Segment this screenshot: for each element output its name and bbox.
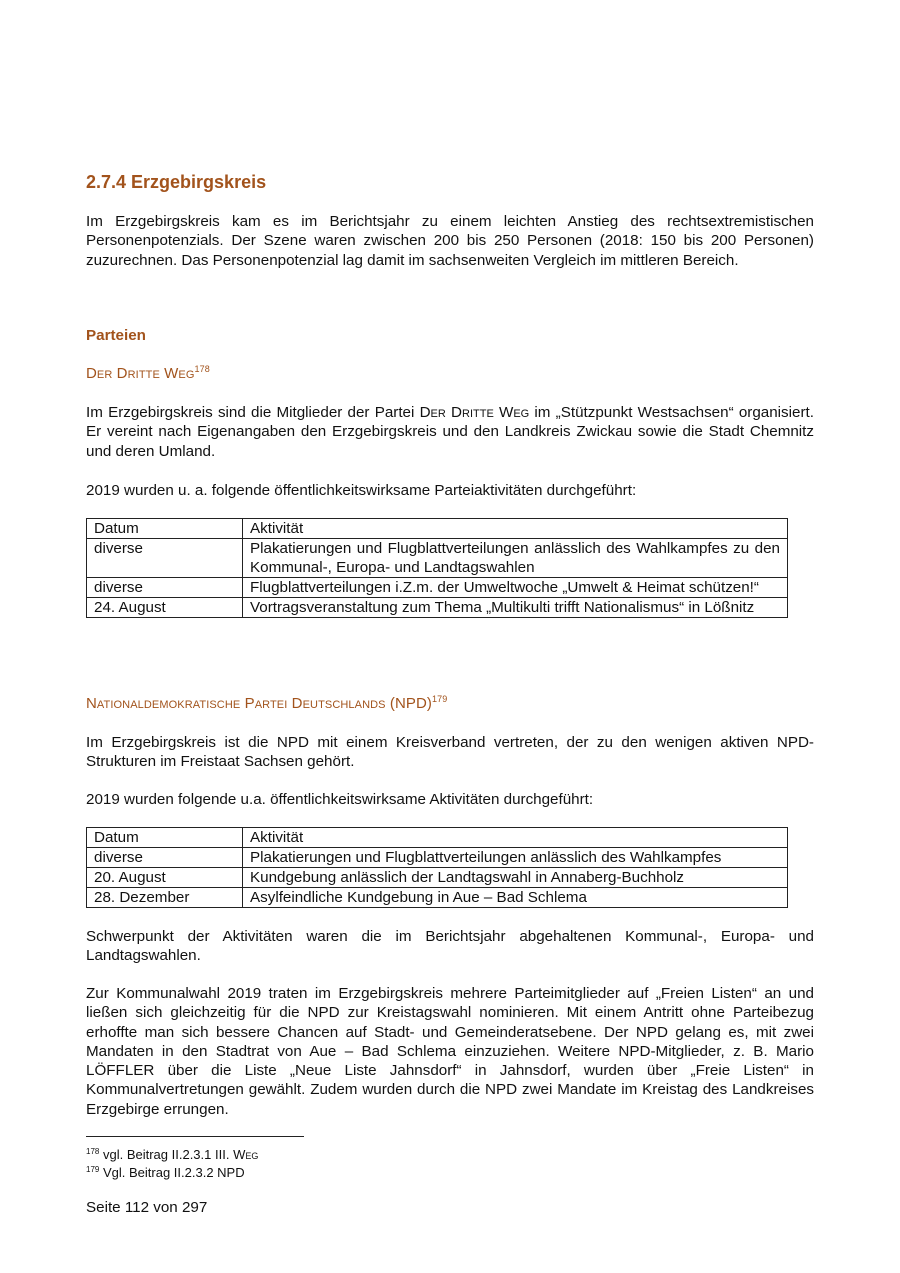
table-row (87, 888, 788, 908)
footnote-text-smallcaps: Weg (233, 1147, 259, 1162)
table-cell: Vortragsveranstaltung zum Thema „Multikulti trifft Nationalismus“ in Lößnitz (243, 598, 788, 618)
party1-paragraph1 (86, 403, 814, 461)
party1-paragraph2-block (86, 481, 814, 500)
table-row (87, 578, 788, 598)
table-cell: Asylfeindliche Kundgebung in Aue – Bad Schlema (243, 888, 788, 908)
party1-paragraph2: 2019 wurden u. a. folgende öffentlichkeitswirksame Parteiaktivitäten durchgeführt: (86, 482, 637, 499)
party1-para1-party: Der Dritte Weg (419, 404, 530, 421)
table-header-cell: Datum (87, 519, 243, 539)
table-header-row (87, 828, 788, 848)
table-cell: Plakatierungen und Flugblattverteilungen anlässlich des Wahlkampfes zu den Kommunal-, Europa- und Landtagswahlen (243, 539, 788, 578)
table-header-row (87, 519, 788, 539)
party1-name: Der Dritte Weg (86, 365, 195, 382)
table-cell: 24. August (87, 598, 243, 618)
intro-paragraph: Im Erzgebirgskreis kam es im Berichtsjahr zu einem leichten Anstieg des rechtsextremistischen Personenpotenzials. Der Szene waren zwischen 200 bis 250 Personen (2018: 150 bis 200 Personen) zuzurechnen. Das Personenpotenzial lag damit im sachsenweiten Vergleich im mittleren Bereich. (86, 213, 814, 269)
footnote-text: vgl. Beitrag II.2.3.1 III. (102, 1147, 234, 1162)
table-cell: Flugblattverteilungen i.Z.m. der Umweltwoche „Umwelt & Heimat schützen!“ (243, 578, 788, 598)
footnote-number: 178 (86, 1147, 100, 1156)
party2-activities-table (86, 827, 788, 908)
party2-heading (86, 694, 447, 712)
subheading-parteien: Parteien (86, 327, 146, 344)
party1-heading (86, 364, 210, 382)
party1-para1-before: Im Erzgebirgskreis sind die Mitglieder der Partei (86, 404, 420, 421)
table-cell: diverse (87, 578, 243, 598)
table-row (87, 598, 788, 618)
party2-paragraph4: Zur Kommunalwahl 2019 traten im Erzgebirgskreis mehrere Parteimitglieder auf „Freien Listen“ an und ließen sich gleichzeitig für die NPD zur Kreistagswahl nominieren. Mit einem Antritt ohne Parteibezug erhoffte man sich bessere Chancen auf Stadt- und Gemeinderatsebene. Der NPD gelang es, mit zwei Mandaten in den Stadtrat von Aue – Bad Schlema einzuziehen. Weitere NPD-Mitglieder, z. B. Mario LÖFFLER über die Liste „Neue Liste Jahnsdorf“ in Jahnsdorf, wurden über „Freie Listen“ in Kommunalvertretungen gewählt. Zudem wurden durch die NPD zwei Mandate im Kreistag des Landkreises Erzgebirge errungen. (86, 985, 814, 1118)
table-header-cell: Aktivität (243, 828, 788, 848)
page-number: Seite 112 von 297 (86, 1199, 208, 1216)
party1-activities-table (86, 518, 788, 618)
party2-paragraph4-block (86, 984, 814, 1119)
party2-paragraph1-block (86, 733, 814, 772)
party2-paragraph3: Schwerpunkt der Aktivitäten waren die im Berichtsjahr abgehaltenen Kommunal-, Europa- und Landtagswahlen. (86, 928, 814, 965)
table-cell: diverse (87, 539, 243, 578)
section-heading: 2.7.4 Erzgebirgskreis (86, 172, 267, 192)
party1-paragraph-block (86, 403, 814, 461)
footnote-number: 179 (86, 1165, 100, 1174)
table-header-cell: Aktivität (243, 519, 788, 539)
party2-paragraph3-block (86, 927, 814, 966)
table-cell: diverse (87, 848, 243, 868)
footnote-179 (86, 1162, 245, 1181)
party1-footnote-ref: 178 (194, 364, 210, 374)
table-cell: Kundgebung anlässlich der Landtagswahl in Annaberg-Buchholz (243, 868, 788, 888)
table-row (87, 539, 788, 578)
party2-name: Nationaldemokratische Partei Deutschlands (NPD) (86, 695, 433, 712)
footnote-divider (86, 1136, 304, 1137)
table-header-cell: Datum (87, 828, 243, 848)
party2-footnote-ref: 179 (432, 694, 448, 704)
party1-para1-after: im „Stützpunkt Westsachsen“ organisiert. Er vereint nach Eigenangaben den Erzgebirgskreis und den Landkreis Zwickau sowie die Stadt Chemnitz und deren Umland. (86, 404, 814, 460)
table-cell: 20. August (87, 868, 243, 888)
party2-paragraph2-block (86, 790, 814, 809)
intro-paragraph-block (86, 212, 814, 270)
party2-paragraph2: 2019 wurden folgende u.a. öffentlichkeitswirksame Aktivitäten durchgeführt: (86, 791, 594, 808)
footnote-text: Vgl. Beitrag II.2.3.2 NPD (102, 1165, 245, 1180)
table-row (87, 848, 788, 868)
table-row (87, 868, 788, 888)
table-cell: 28. Dezember (87, 888, 243, 908)
footnote-178 (86, 1144, 258, 1163)
table-cell: Plakatierungen und Flugblattverteilungen anlässlich des Wahlkampfes (243, 848, 788, 868)
party2-paragraph1: Im Erzgebirgskreis ist die NPD mit einem Kreisverband vertreten, der zu den wenigen aktiven NPD-Strukturen im Freistaat Sachsen gehört. (86, 734, 814, 771)
